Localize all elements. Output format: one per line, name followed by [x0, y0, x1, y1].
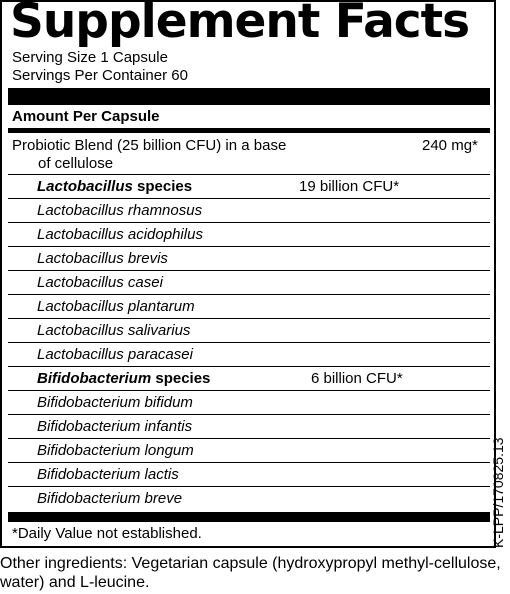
strain-row	[8, 415, 490, 439]
amount-per-capsule-header: Amount Per Capsule	[12, 108, 160, 125]
medium-divider	[8, 128, 490, 133]
daily-value-footnote: *Daily Value not established.	[12, 525, 202, 542]
strain-row	[8, 199, 490, 223]
other-ingredients: Other ingredients: Vegetarian capsule (hydroxypropyl methyl-cellulose, water) and L-leucine.	[0, 555, 501, 591]
strain-name: Lactobacillus salivarius	[37, 322, 191, 339]
strain-row	[8, 463, 490, 487]
strain-row	[8, 295, 490, 319]
strain-name: Bifidobacterium breve	[37, 490, 183, 507]
servings-per-container: Servings Per Container 60	[12, 67, 188, 84]
strain-name: Lactobacillus plantarum	[37, 298, 195, 315]
thick-divider-bottom	[8, 512, 490, 522]
genus-suffix: species	[151, 370, 211, 387]
strain-row	[8, 319, 490, 343]
strain-row	[8, 343, 490, 367]
strain-row	[8, 487, 490, 511]
strain-name: Lactobacillus rhamnosus	[37, 202, 203, 219]
strain-row	[8, 391, 490, 415]
genus-name: Bifidobacterium	[37, 370, 152, 387]
blend-amount: 240 mg*	[422, 137, 478, 154]
strain-name: Bifidobacterium infantis	[37, 418, 193, 435]
ingredient-group-row	[8, 367, 490, 391]
strain-row	[8, 271, 490, 295]
strain-name: Lactobacillus acidophilus	[37, 226, 203, 243]
strain-name: Bifidobacterium bifidum	[37, 394, 193, 411]
blend-label-line2: of cellulose	[38, 155, 114, 172]
strain-name: Lactobacillus brevis	[37, 250, 168, 267]
blend-label-line1: Probiotic Blend (25 billion CFU) in a base	[12, 137, 287, 154]
strain-row	[8, 223, 490, 247]
lot-code: K-LPP/170825.13	[490, 437, 506, 548]
strain-name: Lactobacillus paracasei	[37, 346, 193, 363]
strain-row	[8, 439, 490, 463]
genus-suffix: species	[132, 178, 193, 195]
group-amount: 19 billion CFU*	[299, 178, 400, 195]
serving-size: Serving Size 1 Capsule	[12, 49, 168, 66]
ingredient-group-row	[8, 175, 490, 199]
strain-name: Lactobacillus casei	[37, 274, 163, 291]
genus-name: Lactobacillus	[37, 178, 133, 195]
group-amount: 6 billion CFU*	[311, 370, 403, 387]
strain-name: Bifidobacterium longum	[37, 442, 194, 459]
panel-title: Supplement Facts	[10, 0, 470, 49]
strain-name: Bifidobacterium lactis	[37, 466, 179, 483]
strain-row	[8, 247, 490, 271]
thick-divider-top	[8, 88, 490, 105]
